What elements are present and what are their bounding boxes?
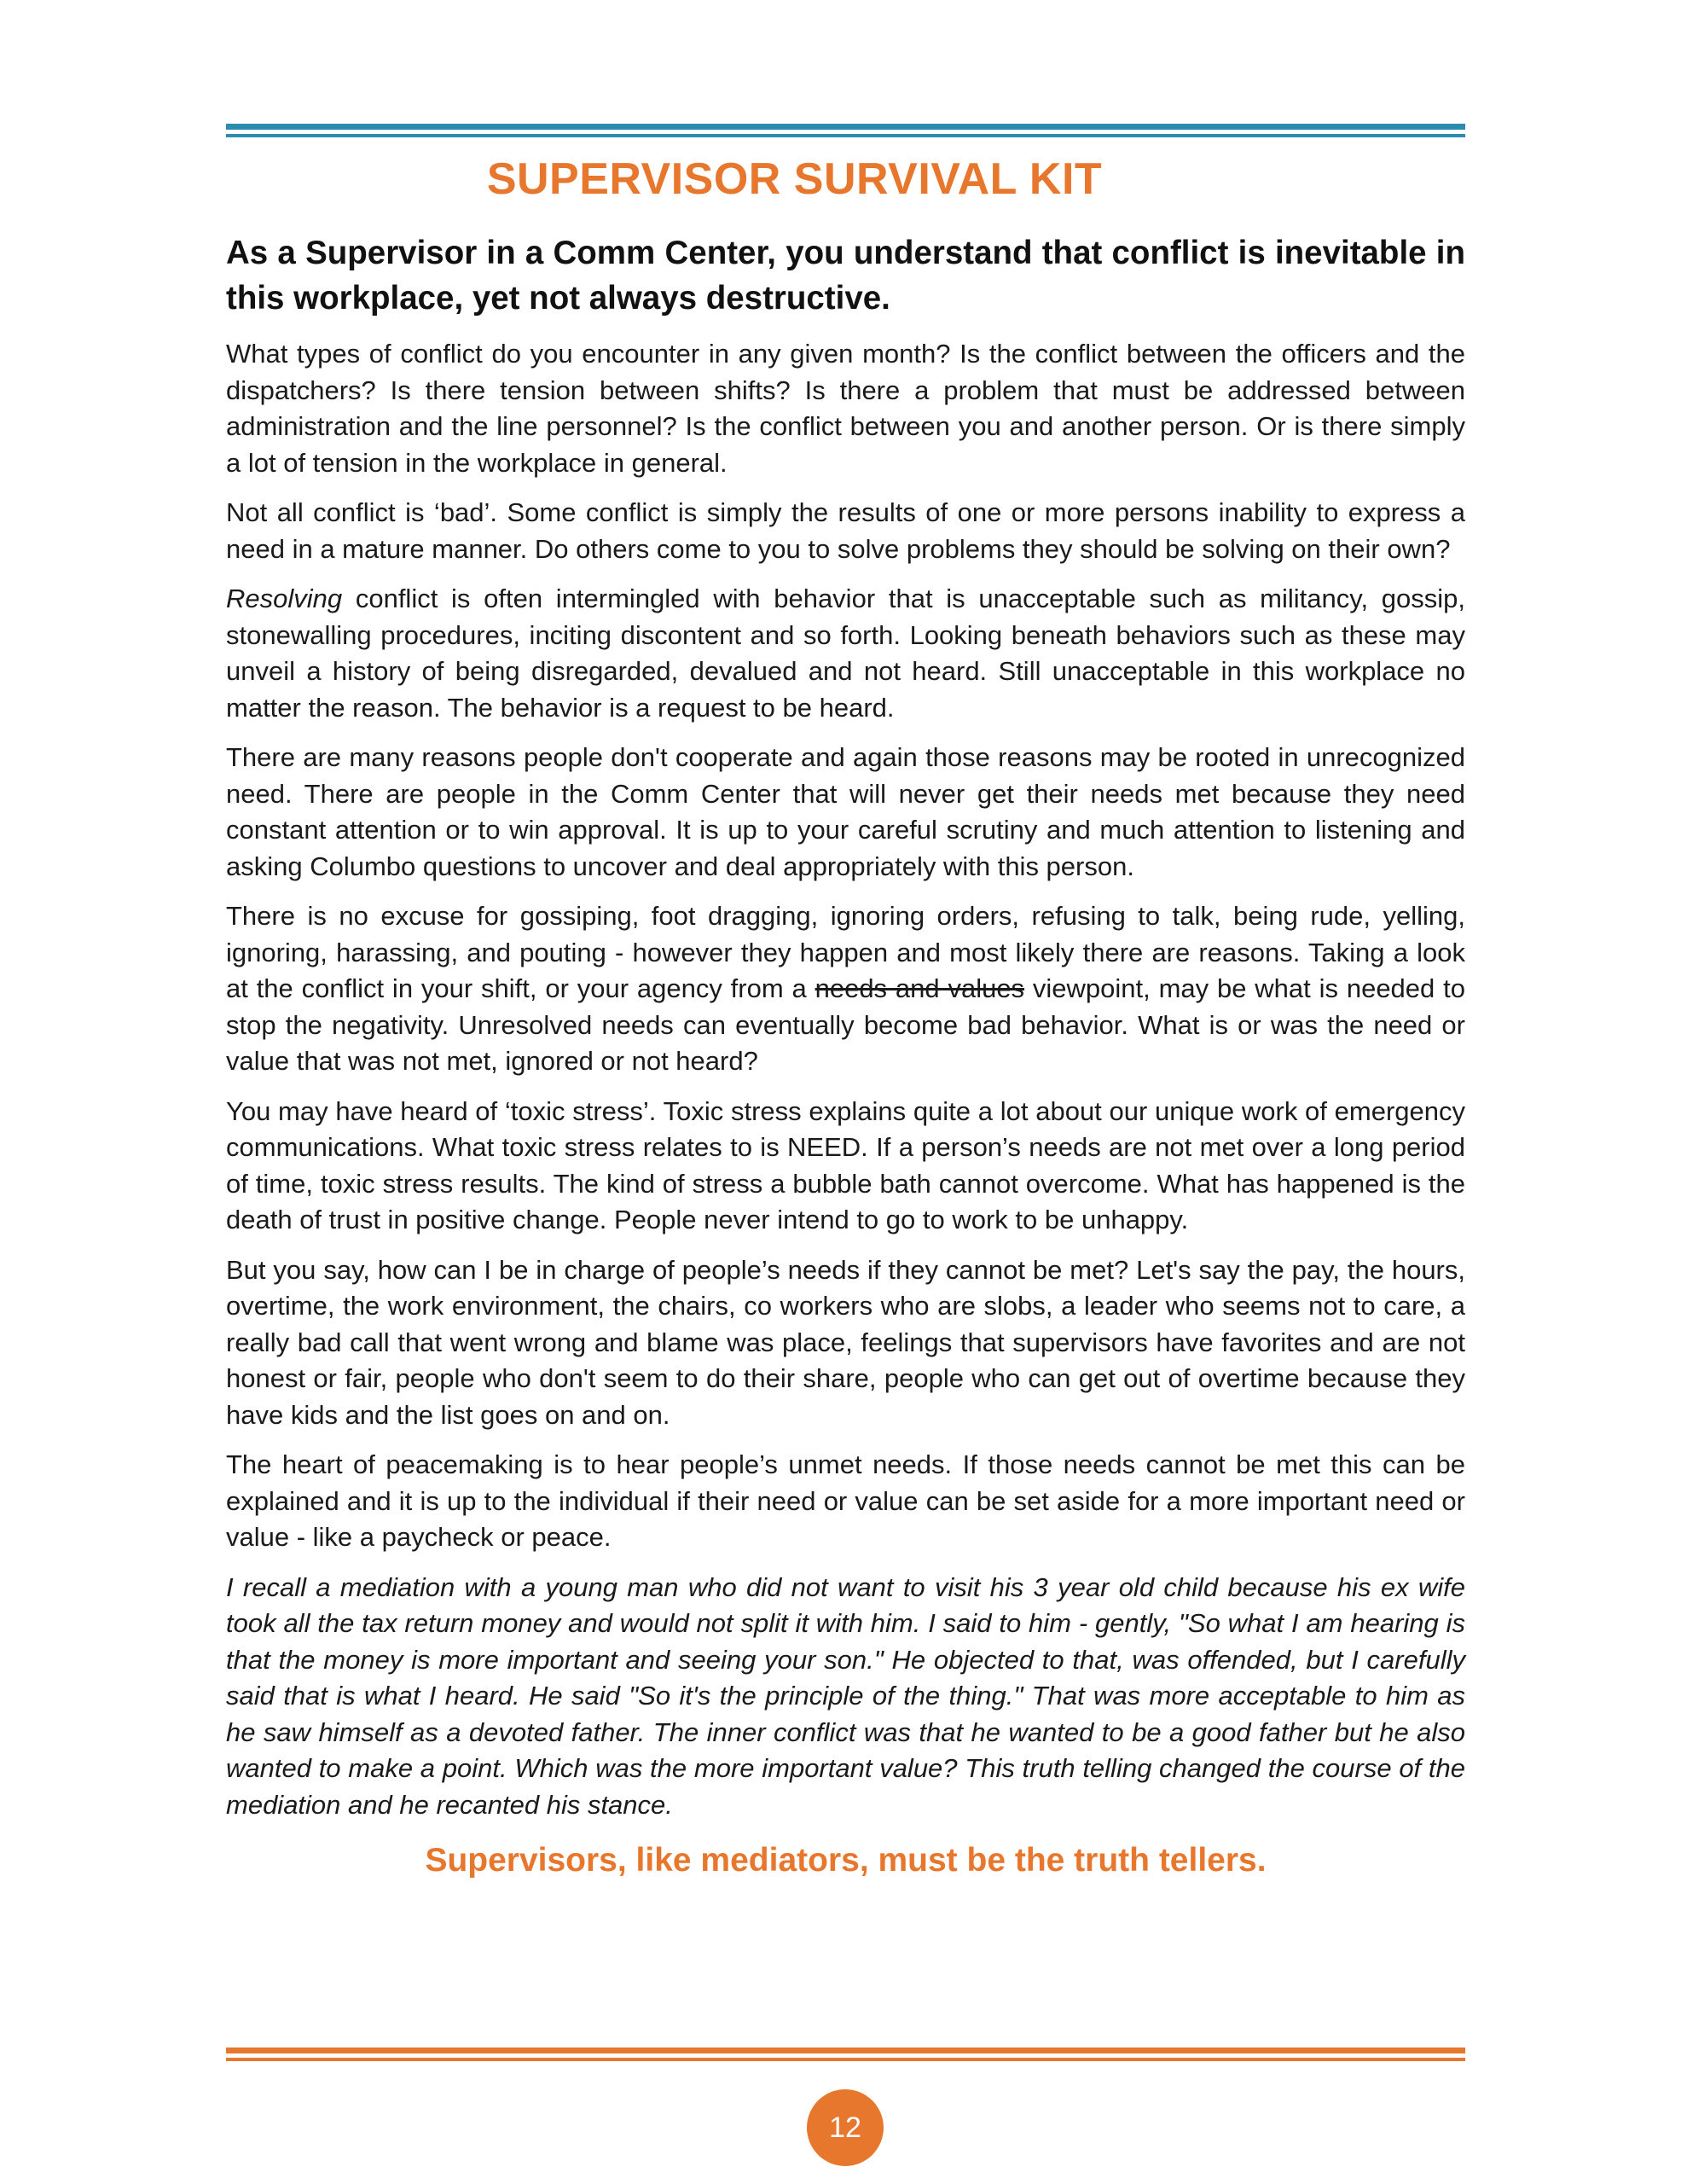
no-excuse-text-before: There is no excuse for gossiping, foot dragging, ignoring orders, refusing to talk, being rude, yelling, ignoring, harassing, and pouting - however they happen and most likely there are reasons. Taking a look at the conflict in your shift, or your agency from a (226, 901, 1465, 1003)
page-number-badge: 12 (807, 2089, 884, 2166)
paragraph-peacemaking: The heart of peacemaking is to hear people’s unmet needs. If those needs cannot be met this can be explained and it is up to the individual if their need or value can be set aside for a more important need or value - like a paycheck or peace. (226, 1449, 1465, 1552)
header-rule-thick (226, 124, 1465, 130)
resolving-italic-word: Resolving (226, 584, 343, 613)
paragraph-mediation-story: I recall a mediation with a young man who did not want to visit his 3 year old child because his ex wife took all the tax return money and would not split it with him. I said to him - gently, "So what I am hearing is that the money is more important and seeing your son." He objected to that, was offended, but I carefully said that is what I heard. He said "So it's the principle of the thing." That was more acceptable to him as he saw himself as a devoted father. The inner conflict was that he wanted to be a good father but he also wanted to make a point. Which was the more important value? This truth telling changed the course of the mediation and he recanted his stance. (226, 1571, 1465, 1820)
resolving-text: conflict is often intermingled with behavior that is unacceptable such as militancy, gossip, stonewalling procedures, inciting discontent and so forth. Looking beneath behaviors such as these may unveil a history of being disregarded, devalued and not heard. Still unacceptable in this workplace no matter the reason. The behavior is a request to be heard. (226, 584, 1465, 723)
article-body (226, 230, 1465, 1879)
paragraph-resolving (226, 581, 1465, 726)
header-rule-thin (226, 134, 1465, 137)
paragraph-no-excuse (226, 898, 1465, 1080)
page-title: SUPERVISOR SURVIVAL KIT (486, 154, 1103, 204)
no-excuse-text-after: viewpoint, may be what is needed to stop the negativity. Unresolved needs can eventually become bad behavior. What is or was the need or value that was not met, ignored or not heard? (226, 973, 1465, 1076)
paragraph-toxic-stress: You may have heard of ‘toxic stress’. Toxic stress explains quite a lot about our unique work of emergency communications. What toxic stress relates to is NEED. If a person’s needs are not met over a long period of time, toxic stress results. The kind of stress a bubble bath cannot overcome. What has happened is the death of trust in positive change. People never intend to go to work to be unhappy. (226, 1095, 1465, 1234)
paragraph-needs-question: But you say, how can I be in charge of people’s needs if they cannot be met? Let's say the pay, the hours, overtime, the work environment, the chairs, co workers who are slobs, a leader who seems not to care, a really bad call that went wrong and blame was place, feelings that supervisors have favorites and are not honest or fair, people who don't seem to do their share, people who can get out of overtime because they have kids and the list goes on and on. (226, 1254, 1465, 1430)
closing-statement: Supervisors, like mediators, must be the truth tellers. (425, 1842, 1267, 1879)
footer-rule-thin (226, 2058, 1465, 2061)
footer-rule-thick (226, 2048, 1465, 2053)
lead-statement: As a Supervisor in a Comm Center, you understand that conflict is inevitable in this workplace, yet not always destructive. (226, 235, 1465, 317)
paragraph-cooperation: There are many reasons people don't cooperate and again those reasons may be rooted in unrecognized need. There are people in the Comm Center that will never get their needs met because they need constant attention or to win approval. It is up to your careful scrutiny and much attention to listening and asking Columbo questions to uncover and deal appropriately with this person. (226, 742, 1465, 881)
paragraph-not-all-bad: Not all conflict is ‘bad’. Some conflict is simply the results of one or more persons inability to express a need in a mature manner. Do others come to you to solve problems they should be solving on their own? (226, 497, 1465, 564)
paragraph-conflict-types: What types of conflict do you encounter in any given month? Is the conflict between the officers and the dispatchers? Is there tension between shifts? Is there a problem that must be addressed between administration and the line personnel? Is the conflict between you and another person. Or is there simply a lot of tension in the workplace in general. (226, 339, 1465, 478)
struck-phrase: needs and values (815, 973, 1025, 1003)
